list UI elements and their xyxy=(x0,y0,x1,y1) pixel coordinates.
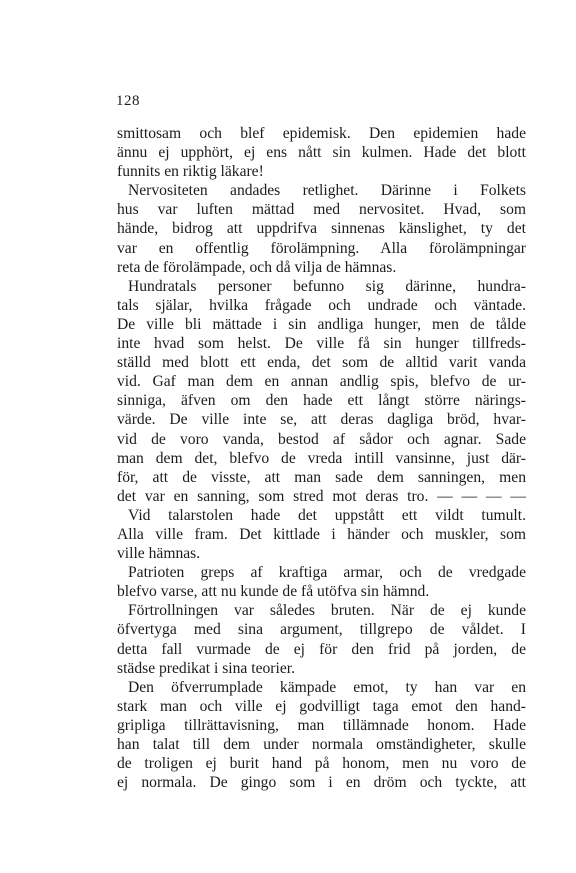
text-line: De ville bli mättade i sin andliga hunger, men de tålde xyxy=(117,315,526,333)
body-text xyxy=(117,124,526,792)
text-line: sinniga, äfven om den hade ett långt större närings- xyxy=(117,392,526,410)
text-line: Hundratals personer befunno sig därinne, hundra- xyxy=(128,277,526,295)
text-line: gripliga tillrättavisning, man tillämnade honom. Hade xyxy=(117,716,526,734)
text-line: funnits en riktig läkare! xyxy=(117,163,264,181)
text-line: Alla ville fram. Det kittlade i händer och muskler, som xyxy=(117,525,526,543)
text-line: ställd med blott ett enda, det som de alltid varit vanda xyxy=(117,354,526,372)
text-line: detta fall vurmade de ej för den frid på jorden, de xyxy=(117,640,526,658)
text-line: hände, bidrog att uppdrifva sinnenas känslighet, ty det xyxy=(117,220,526,238)
text-line: ännu ej upphört, ej ens nått sin kulmen. Hade det blott xyxy=(117,144,526,162)
text-line: värde. De ville inte se, att deras dagliga bröd, hvar- xyxy=(117,411,526,429)
text-line: för, att de visste, att man sade dem sanningen, men xyxy=(117,468,526,486)
text-line: inte hvad som helst. De ville få sin hunger tillfreds- xyxy=(117,335,526,353)
text-line: de troligen ej burit hand på honom, men nu voro de xyxy=(117,755,526,773)
text-line: hus var luften mättad med nervositet. Hvad, som xyxy=(117,201,526,219)
text-line: det var en sanning, som stred mot deras tro. — — — — xyxy=(117,487,526,505)
text-line: tals själar, hvilka frågade och undrade och väntade. xyxy=(117,296,526,314)
text-line: Nervositeten andades retlighet. Därinne i Folkets xyxy=(128,182,526,200)
text-line: stark man och ville ej godvilligt taga emot den hand- xyxy=(117,697,526,715)
text-line: vid de voro vanda, bestod af sådor och agnar. Sade xyxy=(117,430,526,448)
text-line: Den öfverrumplade kämpade emot, ty han var en xyxy=(128,678,526,696)
text-line: ville hämnas. xyxy=(117,545,201,563)
text-line: Förtrollningen var således bruten. När de ej kunde xyxy=(128,602,526,620)
text-line: öfvertyga med sina argument, tillgrepo de våldet. I xyxy=(117,621,526,639)
text-line: smittosam och blef epidemisk. Den epidemien hade xyxy=(117,125,526,142)
text-line: reta de förolämpade, och då vilja de hämnas. xyxy=(117,258,397,276)
text-line: städse predikat i sina teorier. xyxy=(117,659,295,677)
text-line: vid. Gaf man dem en annan andlig spis, blefvo de ur- xyxy=(117,373,526,391)
text-line: Patrioten greps af kraftiga armar, och de vredgade xyxy=(128,564,526,582)
page-number: 128 xyxy=(116,93,140,109)
text-line: ej normala. De gingo som i en dröm och tyckte, att xyxy=(117,774,526,792)
text-line: var en offentlig förolämpning. Alla förolämpningar xyxy=(117,239,526,257)
text-line: Vid talarstolen hade det uppstått ett vildt tumult. xyxy=(128,506,526,524)
text-line: man dem det, blefvo de vreda intill vansinne, just där- xyxy=(117,449,526,467)
text-line: blefvo varse, att nu kunde de få utöfva sin hämnd. xyxy=(117,583,430,601)
text-line: han talat till dem under normala omständigheter, skulle xyxy=(117,736,526,753)
